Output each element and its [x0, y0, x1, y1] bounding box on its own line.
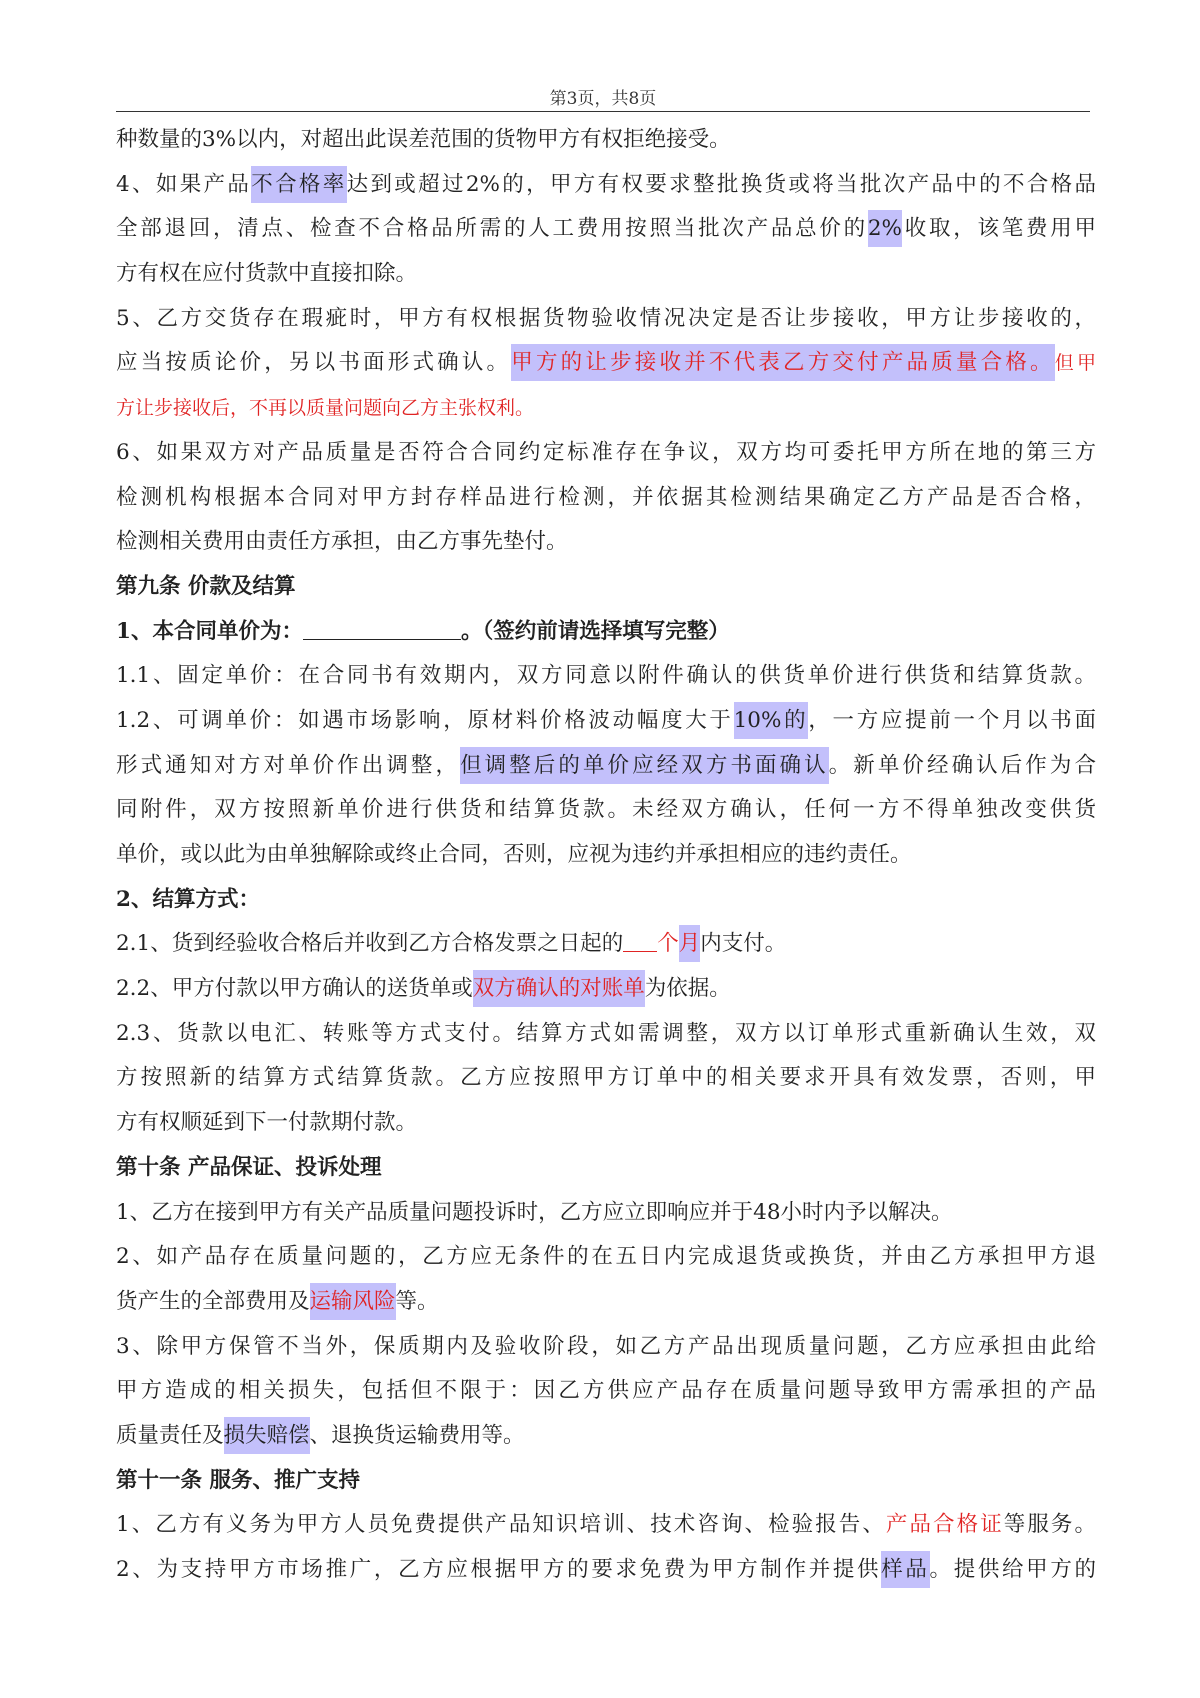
text-run: 、退换货运输费用等。: [309, 1422, 525, 1448]
text-line: [116, 1056, 1096, 1101]
text-run: 1、乙方有义务为甲方人员免费提供产品知识培训、技术咨询、检验报告、: [116, 1512, 886, 1538]
fill-in-blank: [303, 619, 461, 640]
red-text: 产品合格证: [885, 1512, 1004, 1538]
text-line: [116, 520, 1096, 565]
section-heading: [116, 1146, 1096, 1191]
text-line: [116, 207, 1096, 252]
text-line: [116, 431, 1096, 476]
text-line: [116, 1012, 1096, 1057]
highlighted-red-text: 月: [679, 925, 701, 962]
highlighted-red-text: 双方确认的对账单: [473, 970, 645, 1007]
text-run: 方有权顺延到下一付款期付款。: [116, 1110, 418, 1136]
highlighted-text: 不合格率: [251, 166, 346, 203]
section-heading: [116, 565, 1096, 610]
highlighted-text: 但调整后的单价应经双方书面确认: [460, 747, 829, 784]
text-run: 6、如果双方对产品质量是否符合合同约定标准存在争议，双方均可委托甲方所在地的第三方: [116, 439, 1096, 465]
text-line: [116, 1101, 1096, 1146]
heading-text: 第十条 产品保证、投诉处理: [116, 1154, 382, 1180]
text-line: [116, 341, 1096, 386]
red-text: 方让步接收后，不再以质量问题向乙方主张权利。: [116, 397, 535, 420]
text-line: [116, 744, 1096, 789]
text-run: 。新单价经确认后作为合: [828, 752, 1096, 778]
text-run: 同附件，双方按照新单价进行供货和结算货款。未经双方确认，任何一方不得单独改变供货: [116, 797, 1096, 823]
text-line: [116, 476, 1096, 521]
text-run: 应当按质论价，另以书面形式确认。: [116, 350, 512, 376]
highlighted-text: 损失赔偿: [224, 1417, 310, 1454]
text-run: 2、为支持甲方市场推广，乙方应根据甲方的要求免费为甲方制作并提供: [116, 1557, 882, 1582]
text-run: 达到或超过2%的，甲方有权要求整批换货或将当批次产品中的不合格品: [346, 171, 1096, 197]
highlighted-text: 2%: [868, 210, 902, 247]
page-header: 第3页，共8页: [549, 89, 657, 109]
heading-text: 第十一条 服务、推广支持: [116, 1467, 360, 1493]
text-line: [116, 699, 1096, 744]
fill-in-blank: [623, 931, 657, 952]
text-line: [116, 833, 1096, 878]
text-run: 内支付。: [700, 931, 787, 957]
text-line: [116, 1503, 1096, 1548]
highlighted-text: 样品: [881, 1551, 929, 1588]
text-line: [116, 1369, 1096, 1414]
text-run: 3、除甲方保管不当外，保质期内及验收阶段，如乙方产品出现质量问题，乙方应承担由此给: [116, 1333, 1096, 1359]
text-run: 甲方造成的相关损失，包括但不限于：因乙方供应产品存在质量问题导致甲方需承担的产品: [116, 1378, 1096, 1404]
text-run: 4、如果产品: [116, 171, 252, 197]
text-run: 2、如产品存在质量问题的，乙方应无条件的在五日内完成退货或换货，并由乙方承担甲方退: [116, 1244, 1096, 1270]
text-line: [116, 967, 1096, 1012]
text-run: 1.2、可调单价：如遇市场影响，原材料价格波动幅度大于: [116, 707, 734, 733]
section-heading: [116, 1459, 1096, 1504]
text-line: [116, 1414, 1096, 1459]
text-run: 收取，该笔费用甲: [901, 216, 1096, 242]
text-line: [116, 1235, 1096, 1280]
text-line: [116, 252, 1096, 297]
text-line: [116, 610, 1096, 655]
heading-text: 2、结算方式：: [116, 886, 260, 912]
text-run: 检测机构根据本合同对甲方封存样品进行检测，并依据其检测结果确定乙方产品是否合格，: [116, 484, 1096, 510]
red-text: 个: [657, 931, 679, 957]
text-run: 检测相关费用由责任方承担，由乙方事先垫付。: [116, 529, 568, 555]
text-run: 形式通知对方对单价作出调整，: [116, 752, 461, 778]
text-line: [116, 163, 1096, 208]
text-run: 单价，或以此为由单独解除或终止合同，否则，应视为违约并承担相应的违约责任。: [116, 842, 912, 867]
header-rule: [116, 111, 1090, 112]
text-run: 5、乙方交货存在瑕疵时，甲方有权根据货物验收情况决定是否让步接收，甲方让步接收的，: [116, 305, 1096, 331]
text-line: [116, 386, 1096, 431]
text-line: [116, 1548, 1096, 1593]
text-line: [116, 654, 1096, 699]
text-run: 1、乙方在接到甲方有关产品质量问题投诉时，乙方应立即响应并于48小时内予以解决。: [116, 1199, 953, 1225]
text-run: 等。: [395, 1288, 439, 1314]
heading-text: 第九条 价款及结算: [116, 573, 296, 599]
text-run: 2.3、货款以电汇、转账等方式支付。结算方式如需调整，双方以订单形式重新确认生效，双: [116, 1020, 1096, 1046]
text-run: 。提供给甲方的: [929, 1557, 1096, 1582]
text-run: 种数量的3%以内，对超出此误差范围的货物甲方有权拒绝接受。: [116, 127, 731, 152]
text-run: 1.1、固定单价：在合同书有效期内，双方同意以附件确认的供货单价进行供货和结算货款。: [116, 663, 1096, 689]
text-run: 方按照新的结算方式结算货款。乙方应按照甲方订单中的相关要求开具有效发票，否则，甲: [116, 1065, 1096, 1091]
text-line: [116, 118, 1096, 163]
text-line: [116, 1280, 1096, 1325]
text-run: 等服务。: [1003, 1512, 1096, 1538]
text-run: 为依据。: [644, 976, 731, 1002]
text-line: [116, 297, 1096, 342]
highlighted-text: 10%的: [734, 702, 809, 739]
document-body: [116, 118, 1096, 1593]
text-run: 货产生的全部费用及: [116, 1288, 310, 1314]
text-run: 方有权在应付货款中直接扣除。: [116, 261, 418, 287]
highlighted-red-text: 运输风险: [310, 1283, 396, 1320]
text-run: 2.1、货到经验收合格后并收到乙方合格发票之日起的: [116, 931, 624, 957]
text-run: 质量责任及: [116, 1422, 224, 1448]
text-run: ，一方应提前一个月以书面: [808, 707, 1096, 733]
text-line: [116, 1191, 1096, 1236]
red-text: 但甲: [1054, 352, 1096, 375]
text-line: [116, 922, 1096, 967]
text-line: [116, 1325, 1096, 1370]
text-run: 2.2、甲方付款以甲方确认的送货单或: [116, 976, 473, 1002]
text-run: 1、本合同单价为：: [116, 618, 303, 644]
text-run: 全部退回，清点、检查不合格品所需的人工费用按照当批次产品总价的: [116, 216, 868, 242]
text-run: 。（签约前请选择填写完整）: [460, 618, 730, 644]
text-line: [116, 788, 1096, 833]
subsection-heading: [116, 878, 1096, 923]
highlighted-red-text: 甲方的让步接收并不代表乙方交付产品质量合格。: [511, 344, 1055, 381]
